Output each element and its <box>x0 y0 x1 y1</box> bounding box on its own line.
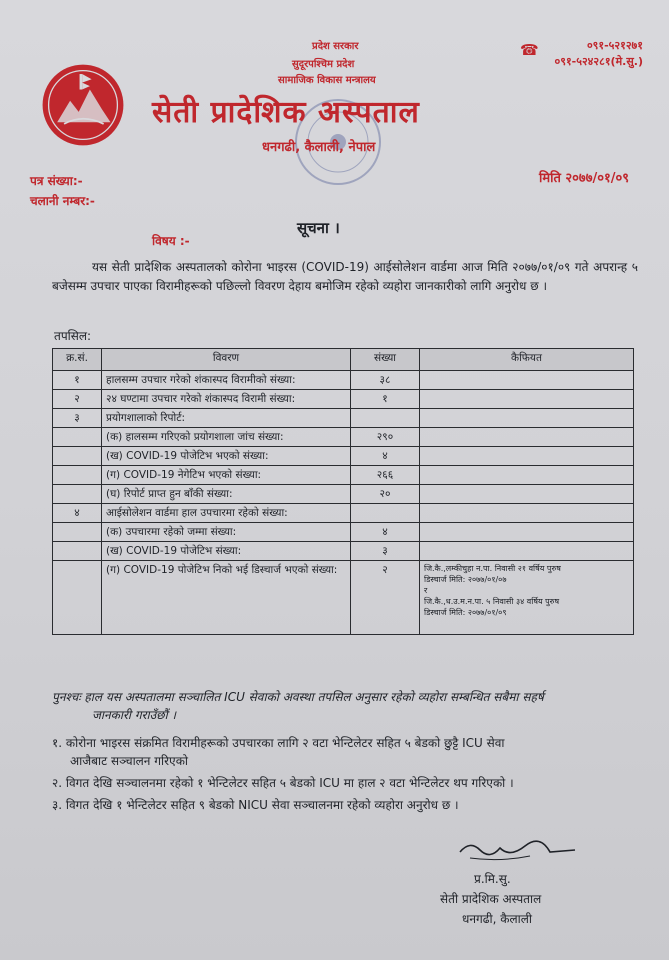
item-text: कोरोना भाइरस संक्रमित विरामीहरूको उपचारका लागि २ वटा भेन्टिलेटर सहित ५ बेडको छुट्टै ICU सेवा <box>65 736 505 750</box>
item-text-continued: आजैबाट सञ्चालन गरिएको <box>70 754 189 768</box>
tapsil-label: तपसिल: <box>54 329 92 343</box>
row-remark <box>420 523 634 542</box>
row-remark <box>420 485 634 504</box>
signatory-hospital: सेती प्रादेशिक अस्पताल <box>440 892 542 906</box>
row-sn <box>53 561 102 635</box>
row-count: ३ <box>351 542 420 561</box>
row-count: २ <box>351 561 420 635</box>
row-description: (ख) COVID-19 पोजेटिभ भएको संख्या: <box>102 447 351 466</box>
table-row <box>53 409 634 428</box>
row-sn <box>53 447 102 466</box>
government-emblem-logo <box>40 62 126 148</box>
remark-line: डिस्चार्ज मिति: २०७७/०१/०९ <box>424 608 507 617</box>
table-row <box>53 371 634 390</box>
row-sn <box>53 542 102 561</box>
row-count: १ <box>351 390 420 409</box>
hospital-address: धनगढी, कैलाली, नेपाल <box>262 140 376 155</box>
hospital-name: सेती प्रादेशिक अस्पताल <box>152 95 420 130</box>
table-header-row <box>53 349 634 371</box>
handwritten-signature <box>440 836 590 866</box>
ministry-line: सामाजिक विकास मन्त्रालय <box>278 75 376 86</box>
signatory-place: धनगढी, कैलाली <box>462 912 532 926</box>
post-note-line-2: जानकारी गराउँछौं । <box>92 708 177 722</box>
row-count <box>351 504 420 523</box>
header-remarks: कैफियत <box>420 349 634 371</box>
post-note-line-1: पुनश्चः हाल यस अस्पतालमा सञ्चालित ICU सेवाको अवस्था तपसिल अनुसार रहेको व्यहोरा सम्बन्धित सबैमा सहर्ष <box>52 690 544 704</box>
row-description: (ग) COVID-19 नेगेटिभ भएको संख्या: <box>102 466 351 485</box>
post-script-note <box>52 688 642 724</box>
table-row <box>53 561 634 635</box>
province-line: सुदूरपश्चिम प्रदेश <box>292 59 355 70</box>
row-sn: ३ <box>53 409 102 428</box>
remark-line: डिस्चार्ज मिति: २०७७/०१/०७ <box>424 575 507 584</box>
table-row <box>53 485 634 504</box>
row-description: (ख) COVID-19 पोजेटिभ संख्या: <box>102 542 351 561</box>
row-count: ३८ <box>351 371 420 390</box>
covid-status-table <box>52 348 634 635</box>
subject-label: विषय :- <box>152 234 190 248</box>
row-sn: १ <box>53 371 102 390</box>
remark-line: जि.कै.,लम्कीचुहा न.पा. निवासी २१ वर्षिय पुरुष <box>424 564 561 573</box>
row-count <box>351 409 420 428</box>
row-remark <box>420 466 634 485</box>
row-description: (ग) COVID-19 पोजेटिभ निको भई डिस्चार्ज भएको संख्या: <box>102 561 351 635</box>
row-description: आईसोलेशन वार्डमा हाल उपचारमा रहेको संख्या: <box>102 504 351 523</box>
row-count: २० <box>351 485 420 504</box>
remark-line: जि.कै.,ध.उ.म.न.पा. ५ निवासी ३४ वर्षिय पुरुष <box>424 597 560 606</box>
govt-line: प्रदेश सरकार <box>312 41 359 52</box>
row-sn <box>53 523 102 542</box>
row-sn: २ <box>53 390 102 409</box>
row-description: हालसम्म उपचार गरेको शंकास्पद विरामीको संख्या: <box>102 371 351 390</box>
row-sn <box>53 485 102 504</box>
patra-sankhya-label: पत्र संख्या:- <box>30 174 83 188</box>
row-sn <box>53 466 102 485</box>
row-description: प्रयोगशालाको रिपोर्ट: <box>102 409 351 428</box>
table-row <box>53 390 634 409</box>
table-row <box>53 466 634 485</box>
item-text: विगत देखि १ भेन्टिलेटर सहित ९ बेडको NICU सेवा सञ्चालनमा रहेको व्यहोरा अनुरोध छ । <box>65 798 459 812</box>
row-count: ४ <box>351 523 420 542</box>
row-description: (घ) रिपोर्ट प्राप्त हुन बाँकी संख्या: <box>102 485 351 504</box>
row-description: (क) उपचारमा रहेको जम्मा संख्या: <box>102 523 351 542</box>
table-row <box>53 504 634 523</box>
table-row <box>53 447 634 466</box>
header-description: विवरण <box>102 349 351 371</box>
phone-number-1: ०९१-५२१२७१ <box>586 39 643 52</box>
row-description: (क) हालसम्म गरिएको प्रयोगशाला जांच संख्या: <box>102 428 351 447</box>
row-count: २६६ <box>351 466 420 485</box>
row-remark <box>420 542 634 561</box>
row-remark <box>420 390 634 409</box>
row-count: २९० <box>351 428 420 447</box>
list-item <box>52 796 652 814</box>
signatory-title: प्र.मि.सु. <box>474 872 511 886</box>
table-row <box>53 523 634 542</box>
row-description: २४ घण्टामा उपचार गरेको शंकास्पद विरामी संख्या: <box>102 390 351 409</box>
item-text: विगत देखि सञ्चालनमा रहेको १ भेन्टिलेटर सहित ५ बेडको ICU मा हाल २ वटा भेन्टिलेटर थप गरिएको । <box>65 776 514 790</box>
row-remark <box>420 371 634 390</box>
chalani-number-label: चलानी नम्बर:- <box>30 194 95 208</box>
item-number: २. <box>52 776 63 790</box>
list-item <box>52 734 652 770</box>
list-item <box>52 774 652 792</box>
phone-number-2: ०९१-५२४२८१(मे.सु.) <box>554 55 643 68</box>
row-sn <box>53 428 102 447</box>
row-remark-discharge <box>420 561 634 635</box>
row-remark <box>420 428 634 447</box>
letter-date: मिति २०७७/०१/०९ <box>538 171 629 186</box>
table-row <box>53 542 634 561</box>
header-sn: क्र.सं. <box>53 349 102 371</box>
row-sn: ४ <box>53 504 102 523</box>
remark-line: र <box>424 586 428 595</box>
row-count: ४ <box>351 447 420 466</box>
table-row <box>53 428 634 447</box>
item-number: ३. <box>52 798 63 812</box>
notice-paragraph: यस सेती प्रादेशिक अस्पतालको कोरोना भाइरस (COVID-19) आईसोलेशन वार्डमा आज मिति २०७७/०१/०९ गते अपरान्ह ५ बजेसम्म उपचार पाएका विरामीहरूको पछिल्लो विवरण देहाय बमोजिम रहेको व्यहोरा जानकारीको लागि अनुरोध छ । <box>52 260 638 293</box>
header-count: संख्या <box>351 349 420 371</box>
row-remark <box>420 447 634 466</box>
telephone-icon: ☎ <box>520 41 539 59</box>
item-number: १. <box>52 736 63 750</box>
notice-title: सूचना । <box>297 219 340 237</box>
row-remark <box>420 409 634 428</box>
row-remark <box>420 504 634 523</box>
